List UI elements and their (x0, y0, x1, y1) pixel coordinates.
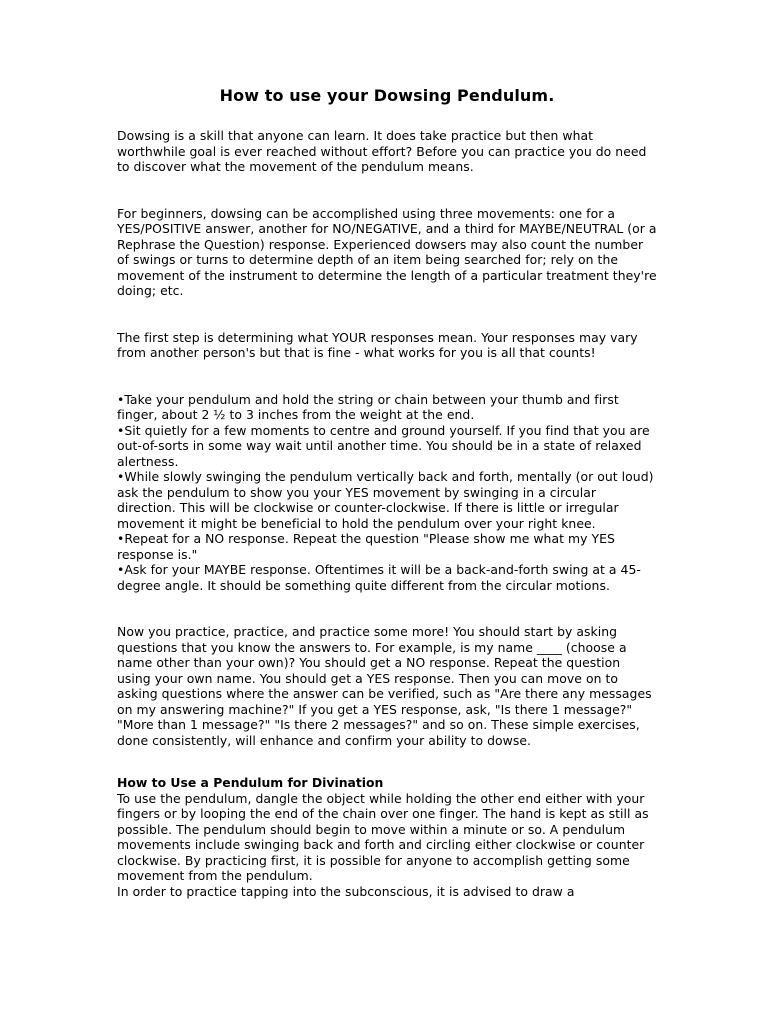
list-item: •While slowly swinging the pendulum vertically back and forth, mentally (or out loud) ask the pendulum to show you your YES movement by swinging in a circular direction. This will be clockwise or counter-clockwise. If there is little or irregular movement it might be beneficial to hold the pendulum over your right knee. (117, 469, 654, 531)
divination-paragraph: To use the pendulum, dangle the object while holding the other end either with your fingers or by looping the end of the chain over one finger. The hand is kept as still as possible. The pendulum should begin to move within a minute or so. A pendulum movements include swinging back and forth and circling either clockwise or counter clockwise. By practicing first, it is possible for anyone to accomplish getting some movement from the pendulum. (117, 790, 649, 883)
instructions-list (117, 392, 657, 594)
divination-heading: How to Use a Pendulum for Divination (117, 775, 384, 790)
practice-paragraph: Now you practice, practice, and practice some more! You should start by asking questions that you know the answers to. For example, is my name ____ (choose a name other than your own)? You should get a NO response. Repeat the question using your own name. You should get a YES response. Then you can move on to asking questions where the answer can be verified, such as "Are there any messages on my answering machine?" If you get a YES response, ask, "Is there 1 message?" "More than 1 message?" "Is there 2 messages?" and so on. These simple exercises, done consistently, will enhance and confirm your ability to dowse. (117, 624, 652, 748)
beginners-paragraph: For beginners, dowsing can be accomplished using three movements: one for a YES/POSITIVE answer, another for NO/NEGATIVE, and a third for MAYBE/NEUTRAL (or a Rephrase the Question) response. Experienced dowsers may also count the number of swings or turns to determine depth of an item being searched for; rely on the movement of the instrument to determine the length of a particular treatment they're doing; etc. (117, 205, 657, 298)
document-page (117, 86, 657, 899)
final-line: In order to practice tapping into the subconscious, it is advised to draw a (117, 883, 575, 899)
intro-paragraph: Dowsing is a skill that anyone can learn. It does take practice but then what worthwhile goal is ever reached without effort? Before you can practice you do need to discover what the movement of the pendulum means. (117, 128, 647, 174)
list-item: •Sit quietly for a few moments to centre and ground yourself. If you find that you are out-of-sorts in some way wait until another time. You should be in a state of relaxed alertness. (117, 422, 650, 469)
list-item: •Ask for your MAYBE response. Oftentimes it will be a back-and-forth swing at a 45-degree angle. It should be something quite different from the circular motions. (117, 562, 641, 593)
first-step-paragraph: The first step is determining what YOUR responses mean. Your responses may vary from another person's but that is fine - what works for you is all that counts! (117, 329, 638, 360)
list-item: •Take your pendulum and hold the string or chain between your thumb and first finger, about 2 ½ to 3 inches from the weight at the end. (117, 391, 619, 422)
document-title: How to use your Dowsing Pendulum. (219, 86, 555, 105)
list-item: •Repeat for a NO response. Repeat the question "Please show me what my YES response is." (117, 531, 615, 562)
